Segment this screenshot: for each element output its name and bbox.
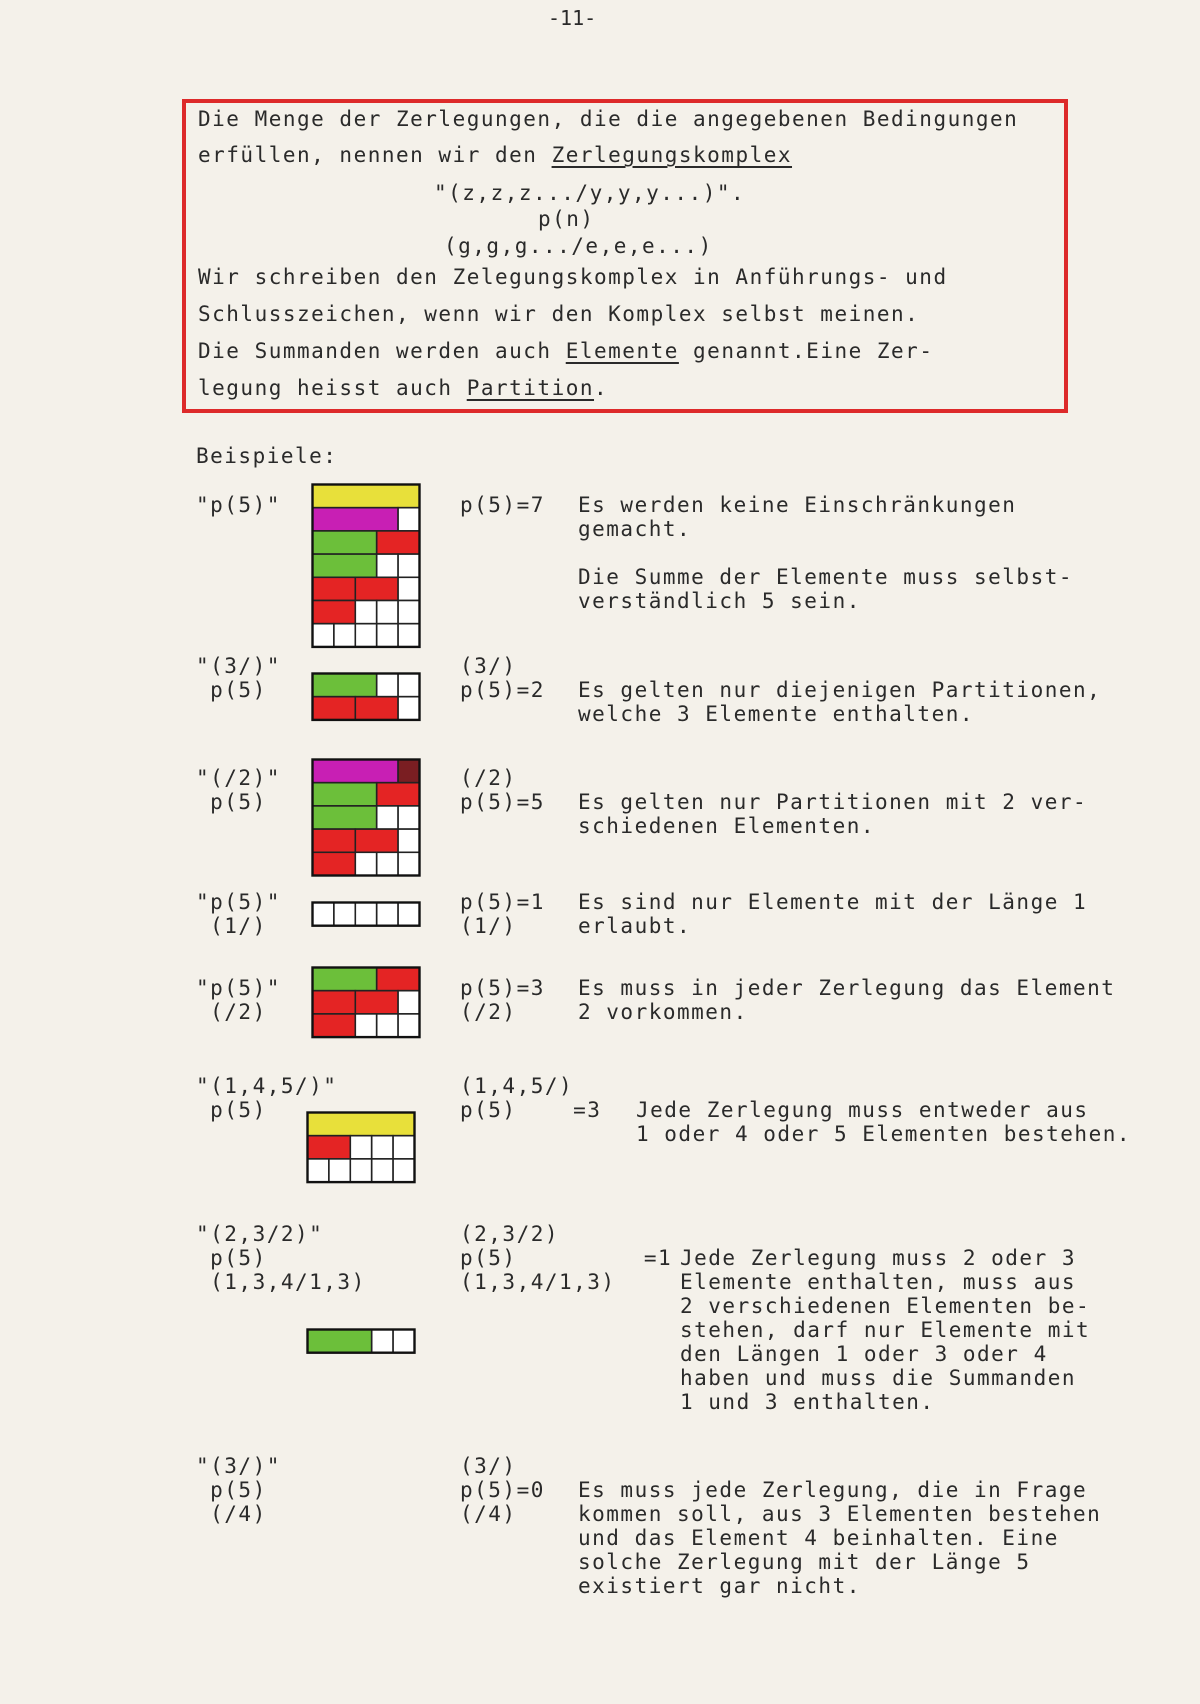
element-block-length-1 — [398, 1014, 419, 1037]
element-block-length-3 — [313, 554, 377, 577]
label-line: p(5) — [196, 678, 267, 702]
description-line: gemacht. — [578, 517, 692, 541]
partition-diagram-2 — [311, 672, 425, 720]
element-block-length-2 — [355, 577, 398, 600]
formula-line: (3/) — [460, 654, 517, 678]
page-number: -11- — [548, 6, 597, 30]
partition-diagram-5 — [311, 966, 425, 1036]
description-line: Es muss in jeder Zerlegung das Element — [578, 976, 1116, 1000]
label-line: "(1,4,5/)" — [196, 1074, 338, 1098]
description-line: Jede Zerlegung muss 2 oder 3 — [680, 1246, 1077, 1270]
examples-heading: Beispiele: — [196, 444, 338, 468]
element-block-length-1 — [372, 1330, 393, 1353]
formula-line: (/2) — [460, 1000, 517, 1024]
partition-diagram-4 — [311, 901, 425, 926]
element-block-length-3 — [313, 968, 377, 991]
term-zerlegungskomplex: Zerlegungskomplex — [551, 143, 793, 167]
example-2-description — [578, 678, 1101, 726]
element-block-length-3 — [308, 1330, 372, 1353]
element-block-length-2 — [377, 783, 420, 806]
element-block-length-2 — [377, 531, 420, 554]
element-block-length-1 — [355, 852, 376, 875]
example-7-label — [196, 1222, 366, 1294]
term-partition: Partition — [466, 376, 595, 400]
description-line: Jede Zerlegung muss entweder aus — [636, 1098, 1089, 1122]
example-3-formula — [460, 766, 545, 814]
description-line: verständlich 5 sein. — [578, 589, 861, 613]
description-line: stehen, darf nur Elemente mit — [680, 1318, 1091, 1342]
description-line: welche 3 Elemente enthalten. — [578, 702, 975, 726]
element-block-length-3 — [313, 531, 377, 554]
example-7-formula — [460, 1222, 672, 1294]
element-block-length-5 — [313, 485, 420, 508]
example-8-formula — [460, 1454, 545, 1526]
element-block-length-1 — [350, 1136, 371, 1159]
example-6-description — [636, 1098, 1131, 1146]
example-3-label — [196, 766, 281, 814]
description-line: und das Element 4 beinhalten. Eine — [578, 1526, 1059, 1550]
element-block-length-1 — [329, 1159, 350, 1182]
example-4-label — [196, 890, 281, 938]
element-block-length-1 — [377, 1014, 398, 1037]
example-5-description — [578, 976, 1115, 1024]
element-block-length-1 — [398, 852, 419, 875]
label-line: p(5) — [196, 1246, 267, 1270]
element-block-length-1 — [377, 674, 398, 697]
element-block-length-1 — [377, 852, 398, 875]
definition-line-2-text: erfüllen, nennen wir den — [198, 143, 552, 167]
description-line: 2 vorkommen. — [578, 1000, 748, 1024]
element-block-length-1 — [398, 508, 419, 531]
definition-line-6-tail: . — [594, 376, 609, 400]
element-block-length-2 — [313, 991, 356, 1014]
description-line: haben und muss die Summanden — [680, 1366, 1077, 1390]
example-8-description — [578, 1478, 1101, 1598]
formula-line: (1/) — [460, 914, 517, 938]
description-line: Die Summe der Elemente muss selbst- — [578, 565, 1074, 589]
element-block-length-2 — [308, 1136, 351, 1159]
element-block-length-1 — [398, 991, 419, 1014]
element-block-length-2 — [313, 601, 356, 624]
element-block-length-3 — [313, 806, 377, 829]
example-1-description-2 — [578, 565, 1073, 613]
element-block-length-3 — [313, 674, 377, 697]
label-line: (/2) — [196, 1000, 267, 1024]
element-block-length-1 — [398, 601, 419, 624]
element-block-length-1 — [377, 554, 398, 577]
definition-box — [182, 99, 1068, 413]
partition-diagram-6 — [306, 1111, 420, 1183]
definition-line-1: Die Menge der Zerlegungen, die die angegebenen Bedingungen — [198, 107, 1019, 131]
formula-line: (3/) — [460, 1454, 517, 1478]
description-line: 1 oder 4 oder 5 Elementen bestehen. — [636, 1122, 1132, 1146]
formula-line: p(5)=7 — [460, 493, 545, 517]
formula-line: (1,3,4/1,3) — [460, 1270, 616, 1294]
definition-line-5 — [198, 339, 933, 363]
element-block-length-1 — [355, 624, 376, 647]
element-block-length-1 — [377, 806, 398, 829]
label-line: "p(5)" — [196, 890, 281, 914]
element-block-length-3 — [313, 783, 377, 806]
example-2-label — [196, 654, 281, 702]
element-block-length-5 — [308, 1113, 415, 1136]
formula-line: (2,3/2) — [460, 1222, 560, 1246]
example-2-formula — [460, 654, 545, 702]
element-block-length-1 — [372, 1159, 393, 1182]
element-block-length-1 — [334, 903, 355, 926]
example-1-description — [578, 493, 1016, 541]
definition-line-6 — [198, 376, 608, 400]
definition-line-2 — [198, 143, 792, 167]
partition-diagram-7 — [306, 1328, 420, 1353]
label-line: "p(5)" — [196, 976, 281, 1000]
definition-line-5-text: Die Summanden werden auch — [198, 339, 566, 363]
element-block-length-1 — [355, 1014, 376, 1037]
example-7-description — [680, 1246, 1090, 1414]
label-line: p(5) — [196, 790, 267, 814]
label-line: "p(5)" — [196, 493, 281, 517]
definition-line-3: Wir schreiben den Zelegungskomplex in Anführungs- und — [198, 265, 948, 289]
formula-line: p(5)=2 — [460, 678, 545, 702]
element-block-length-1 — [355, 601, 376, 624]
example-5-formula — [460, 976, 545, 1024]
description-line: Es sind nur Elemente mit der Länge 1 — [578, 890, 1088, 914]
formula-line: (/4) — [460, 1502, 517, 1526]
formula-line: p(5)=1 — [460, 890, 545, 914]
element-block-length-2 — [313, 577, 356, 600]
description-line: den Längen 1 oder 3 oder 4 — [680, 1342, 1048, 1366]
element-block-length-2 — [313, 852, 356, 875]
description-line: Es werden keine Einschränkungen — [578, 493, 1017, 517]
example-1-label — [196, 493, 281, 517]
description-line: solche Zerlegung mit der Länge 5 — [578, 1550, 1031, 1574]
formula-line: (/2) — [460, 766, 517, 790]
formula-line: p(5) =1 — [460, 1246, 673, 1270]
element-block-length-1 — [398, 577, 419, 600]
definition-line-5-tail: genannt.Eine Zer- — [678, 339, 934, 363]
element-block-length-1 — [334, 624, 355, 647]
description-line: Es muss jede Zerlegung, die in Frage — [578, 1478, 1088, 1502]
partition-diagram-1 — [311, 483, 425, 648]
formula-line: p(5) =3 — [460, 1098, 602, 1122]
label-line: (1/) — [196, 914, 267, 938]
element-block-length-2 — [355, 991, 398, 1014]
description-line: kommen soll, aus 3 Elementen bestehen — [578, 1502, 1102, 1526]
element-block-length-2 — [313, 697, 356, 720]
formula-line: (1,4,5/) — [460, 1074, 574, 1098]
label-line: (/4) — [196, 1502, 267, 1526]
element-block-length-1 — [377, 624, 398, 647]
element-block-length-1 — [372, 1136, 393, 1159]
element-block-length-1 — [313, 903, 334, 926]
element-block-length-2 — [355, 697, 398, 720]
description-line: Elemente enthalten, muss aus — [680, 1270, 1077, 1294]
example-8-label — [196, 1454, 281, 1526]
example-6-formula — [460, 1074, 601, 1122]
element-block-length-1 — [398, 903, 419, 926]
description-line: schiedenen Elementen. — [578, 814, 876, 838]
formula-pn: p(n) — [538, 207, 595, 231]
label-line: (1,3,4/1,3) — [196, 1270, 366, 1294]
formula-line: p(5)=0 — [460, 1478, 545, 1502]
element-block-length-1 — [393, 1159, 414, 1182]
example-4-description — [578, 890, 1087, 938]
element-block-length-1 — [398, 624, 419, 647]
element-block-length-1 — [398, 674, 419, 697]
element-block-length-1 — [350, 1159, 371, 1182]
element-block-length-1 — [377, 601, 398, 624]
term-elemente: Elemente — [565, 339, 679, 363]
example-3-description — [578, 790, 1087, 838]
formula-line: p(5)=5 — [460, 790, 545, 814]
element-block-length-2 — [355, 829, 398, 852]
description-line: existiert gar nicht. — [578, 1574, 861, 1598]
element-block-length-4 — [313, 508, 399, 531]
label-line: "(2,3/2)" — [196, 1222, 324, 1246]
element-block-length-1 — [355, 903, 376, 926]
description-line: 2 verschiedenen Elementen be- — [680, 1294, 1091, 1318]
element-block-length-2 — [313, 1014, 356, 1037]
description-line: Es gelten nur diejenigen Partitionen, — [578, 678, 1102, 702]
element-block-length-1 — [313, 624, 334, 647]
example-4-formula — [460, 890, 545, 938]
element-block-length-1 — [398, 554, 419, 577]
definition-line-4: Schlusszeichen, wenn wir den Komplex selbst meinen. — [198, 302, 920, 326]
label-line: p(5) — [196, 1098, 267, 1122]
example-5-label — [196, 976, 281, 1024]
formula-line: p(5)=3 — [460, 976, 545, 1000]
label-line: "(3/)" — [196, 1454, 281, 1478]
description-line: erlaubt. — [578, 914, 692, 938]
formula-top: "(z,z,z.../y,y,y...)". — [434, 181, 746, 205]
label-line: "(3/)" — [196, 654, 281, 678]
element-block-length-1 — [398, 697, 419, 720]
definition-line-6-text: legung heisst auch — [198, 376, 467, 400]
element-block-length-1 — [398, 829, 419, 852]
element-block-length-1 — [393, 1136, 414, 1159]
element-block-length-1 — [398, 806, 419, 829]
element-block-length-1 — [308, 1159, 329, 1182]
element-block-length-1 — [377, 903, 398, 926]
label-line: p(5) — [196, 1478, 267, 1502]
description-line: 1 und 3 enthalten. — [680, 1390, 935, 1414]
formula-bottom: (g,g,g.../e,e,e...) — [444, 234, 713, 258]
example-1-formula — [460, 493, 545, 517]
description-line: Es gelten nur Partitionen mit 2 ver- — [578, 790, 1088, 814]
element-block-length-4 — [313, 760, 399, 783]
element-block-length-1 — [398, 760, 419, 783]
label-line: "(/2)" — [196, 766, 281, 790]
element-block-length-2 — [313, 829, 356, 852]
partition-diagram-3 — [311, 758, 425, 876]
element-block-length-2 — [377, 968, 420, 991]
element-block-length-1 — [393, 1330, 414, 1353]
